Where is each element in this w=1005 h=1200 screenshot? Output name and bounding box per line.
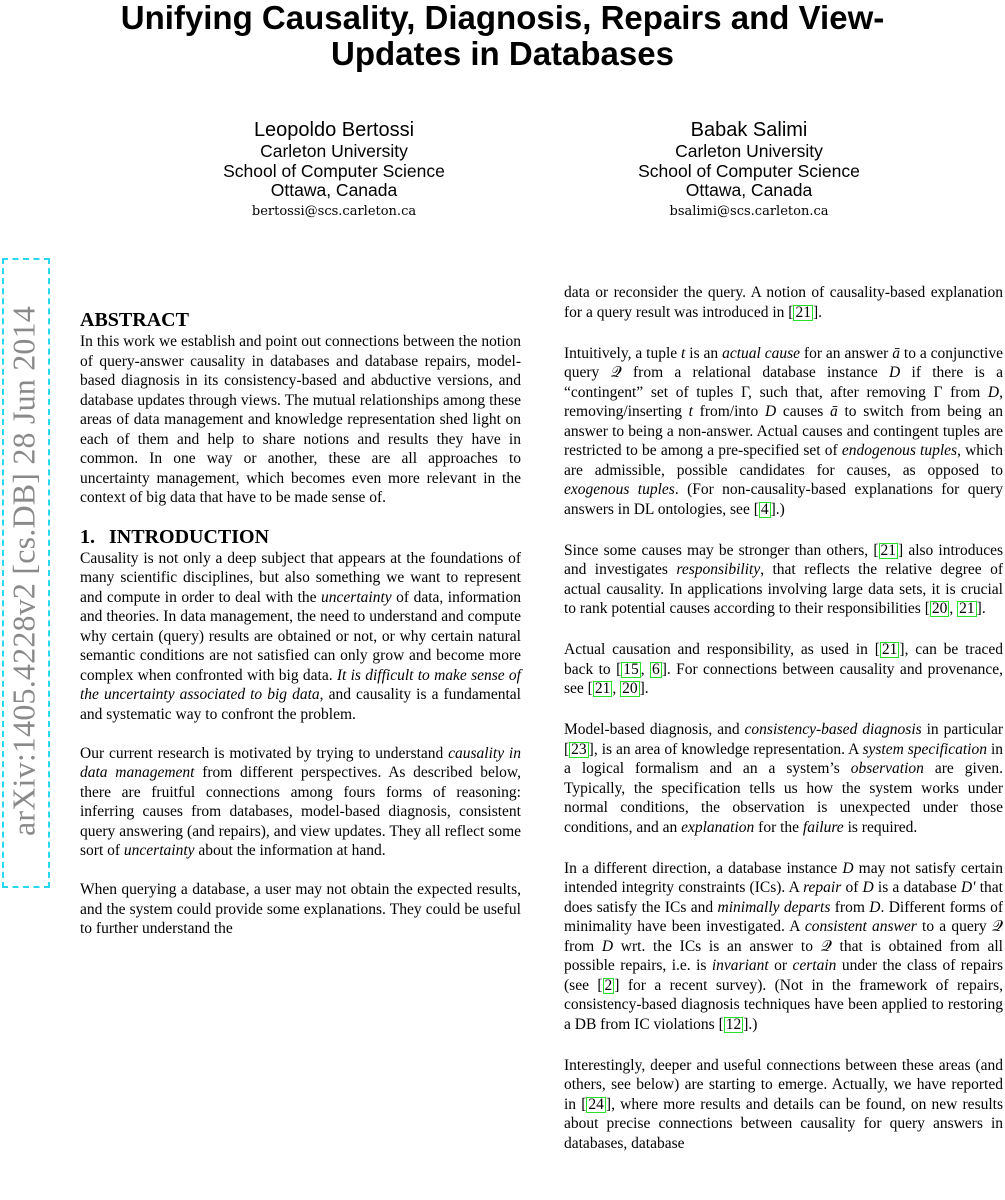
text-run: Our current research is motivated by trying to understand bbox=[80, 744, 449, 762]
text-run: causes bbox=[776, 403, 830, 420]
text-run: for a recent survey). (Not in the framework of repairs, consistency-based diagnosis techniques have been applied to restoring a DB from IC violations bbox=[564, 976, 1003, 1033]
intro-paragraph-1 bbox=[80, 549, 521, 725]
citation-link[interactable]: 21 bbox=[881, 641, 898, 658]
text-run: also introduces and investigates bbox=[564, 541, 1003, 578]
text-run: . bbox=[981, 600, 986, 617]
emphasis: causality in data management bbox=[80, 744, 521, 781]
paragraph: Actual causation and responsibility, as used in [ 21 ], can be traced back to [ 15 , 6 ]. For connections between causality and provenance, see [ 21 , 20 ]. bbox=[564, 641, 1003, 697]
text-run: Model-based diagnosis, and bbox=[564, 721, 745, 738]
emphasis: failure bbox=[802, 818, 844, 836]
text-run: or bbox=[768, 957, 793, 974]
abstract-heading: ABSTRACT bbox=[80, 309, 189, 331]
text-run: that is obtained from all possible repairs, i.e. is bbox=[564, 937, 1003, 974]
author-block-2 bbox=[584, 118, 914, 223]
citation-link[interactable]: 6 bbox=[651, 660, 660, 678]
citation-link[interactable]: 20 bbox=[931, 600, 948, 617]
author-location: Ottawa, Canada bbox=[270, 180, 398, 200]
text-run: from/into bbox=[692, 403, 765, 420]
paragraph: Interestingly, deeper and useful connections between these areas (and others, see below) are starting to emerge. Actually, we have reported in [ 24 ], where more results and details can be found, on new results about precise connections between causality for query answers in databases, database bbox=[564, 1056, 1003, 1152]
text-run: . (For non-causality-based explanations for query answers in DL ontologies, see bbox=[564, 481, 1003, 518]
author-school: School of Computer Science bbox=[223, 160, 445, 181]
math-symbol: D bbox=[987, 383, 1000, 401]
math-symbol: D bbox=[869, 898, 881, 916]
math-symbol: 𝒬 bbox=[610, 364, 622, 381]
section-title: INTRODUCTION bbox=[109, 525, 270, 548]
text-run: is required. bbox=[843, 818, 918, 836]
emphasis: consistent answer bbox=[804, 918, 917, 935]
text-run: to a query bbox=[916, 918, 992, 935]
text-run: may not satisfy certain intended integrity constraints (ICs). A bbox=[564, 859, 1003, 896]
right-column bbox=[564, 283, 1003, 1153]
citation-link[interactable]: 2 bbox=[604, 976, 613, 994]
text-run: In a different direction, a database instance bbox=[564, 859, 843, 877]
text-run: , where more results and details can be found, on new results about precise connections between causality for query answers in databases, database bbox=[564, 1095, 1003, 1152]
text-run: from different perspectives. As described below, there are fruitful connections among fours forms of reasoning: inferring causes from databases, model-based diagnosis, consistent query answering (and repairs), and view updates. They all reflect some sort of bbox=[80, 764, 521, 859]
math-symbol: D bbox=[889, 364, 901, 381]
paragraph: Model-based diagnosis, and consistency-based diagnosis in particular [ 23 ], is an area of knowledge representation. A system specification in a logical formalism and an a system’s observation are given. Typically, the specification tells us how the system works under normal conditions, the observation is unexpected under those conditions, and an explanation for the failure is required. bbox=[564, 721, 1003, 836]
text-run: , bbox=[949, 600, 958, 617]
math-symbol: D bbox=[842, 859, 854, 877]
text-run: , can be traced back to bbox=[564, 641, 1003, 678]
emphasis: repair bbox=[803, 879, 842, 896]
emphasis: responsibility bbox=[676, 561, 761, 578]
emphasis: actual cause bbox=[722, 344, 801, 362]
math-symbol: 𝒬 bbox=[991, 918, 1003, 935]
text-run: , removing/inserting bbox=[564, 383, 1003, 420]
paragraph: In a different direction, a database instance D may not satisfy certain intended integrity constraints (ICs). A repair of D is a database D′ that does satisfy the ICs and minimally departs from D. Different forms of minimality have been investigated. A consistent answer to a query 𝒬 from D wrt. the ICs is an answer to 𝒬 that is obtained from all possible repairs, i.e. is invariant or certain under the class of repairs (see [ 2 ] for a recent survey). (Not in the framework of repairs, consistency-based diagnosis techniques have been applied to restoring a DB from IC violations [ 12 ].) bbox=[564, 859, 1003, 1033]
intro-paragraph-3: When querying a database, a user may not obtain the expected results, and the system could provide some explanations. They could be useful to further understand the bbox=[80, 881, 521, 937]
text-run: from a relational database instance bbox=[621, 364, 890, 381]
emphasis: uncertainty bbox=[321, 588, 392, 606]
author-affiliation: Carleton University bbox=[260, 141, 408, 161]
math-symbol: D bbox=[764, 403, 777, 420]
text-run: data or reconsider the query. A notion of causality-based explanation for a query result was introduced in bbox=[564, 284, 1003, 321]
text-run: , bbox=[640, 660, 650, 678]
author-affiliation: Carleton University bbox=[675, 141, 823, 161]
text-run: Interestingly, deeper and useful connections between these areas (and others, see below) are starting to emerge. Actually, we have reported in bbox=[564, 1056, 1003, 1113]
abstract-text: In this work we establish and point out connections between the notion of query-answer causality in databases and database repairs, model-based diagnosis in its consistency-based and abductive versions, and database updates through views. The mutual relationships among these areas of data management and knowledge representation shed light on each of them and help to share notions and results they have in common. In one way or another, these are all approaches to uncertainty management, which becomes even more relevant in the context of big data that have to be made sense of. bbox=[80, 333, 521, 506]
author-location: Ottawa, Canada bbox=[685, 180, 813, 200]
text-run: . Different forms of minimality have been investigated. A bbox=[564, 898, 1003, 935]
citation-link[interactable]: 23 bbox=[571, 740, 587, 758]
citation-link[interactable]: 4 bbox=[760, 500, 769, 518]
emphasis: invariant bbox=[711, 957, 769, 974]
text-run: to switch from being an answer to being a non-answer. Actual causes and contingent tuples are restricted to be among a pre-specified set of bbox=[564, 403, 1003, 459]
text-run: that does satisfy the ICs and bbox=[564, 879, 1003, 916]
text-run: are given. Typically, the specification tells us how the system works under normal conditions, the observation is unexpected under those conditions, and an bbox=[564, 760, 1003, 836]
text-run: . bbox=[818, 303, 822, 321]
math-symbol: 𝒬 bbox=[820, 937, 832, 955]
text-run: if there is a “contingent” set of tuples Γ, such that, after removing Γ from bbox=[564, 364, 1003, 401]
text-run: Actual causation and responsibility, as used in bbox=[564, 641, 875, 658]
emphasis: minimally departs bbox=[717, 898, 831, 916]
section-number: 1. bbox=[80, 525, 95, 548]
text-run: in a logical formalism and an a system’s bbox=[564, 740, 1003, 777]
text-run: in particular bbox=[921, 721, 1003, 738]
citation-link[interactable]: 20 bbox=[622, 680, 638, 697]
citation-link[interactable]: 21 bbox=[795, 303, 811, 321]
citation-link[interactable]: 15 bbox=[623, 660, 639, 678]
text-run: , which are admissible, possible candidates for causes, as opposed to bbox=[564, 442, 1003, 479]
section-heading bbox=[80, 525, 521, 549]
emphasis: endogenous tuples bbox=[841, 442, 958, 459]
left-column bbox=[80, 307, 521, 939]
arxiv-stamp: arXiv:1405.4228v2 [cs.DB] 28 Jun 2014 bbox=[5, 305, 42, 837]
text-run: for an answer bbox=[800, 344, 893, 362]
text-run: .) bbox=[775, 500, 785, 518]
text-run: under the class of repairs (see bbox=[564, 957, 1003, 994]
paragraph: data or reconsider the query. A notion of causality-based explanation for a query result was introduced in [ 21 ]. bbox=[564, 284, 1003, 321]
paragraph: Since some causes may be stronger than others, [ 21 ] also introduces and investigates responsibility, that reflects the relative degree of actual causality. In applications involving large data sets, it is crucial to rank potential causes according to their responsibilities [ 20 , 21 ]. bbox=[564, 541, 1004, 617]
text-run: wrt. the ICs is an answer to bbox=[613, 937, 821, 955]
text-run: is a database bbox=[873, 879, 961, 896]
emphasis: certain bbox=[792, 957, 837, 974]
author-school: School of Computer Science bbox=[638, 160, 860, 181]
author-name: Leopoldo Bertossi bbox=[253, 119, 415, 141]
math-symbol: D bbox=[862, 879, 874, 896]
text-run: Intuitively, a tuple bbox=[564, 344, 682, 362]
text-run: . For connections between causality and provenance, see bbox=[564, 660, 1003, 697]
text-run: , bbox=[612, 680, 621, 697]
text-run: Since some causes may be stronger than others, bbox=[564, 541, 874, 559]
paper-title: Unifying Causality, Diagnosis, Repairs and View-Updates in Databases bbox=[120, 0, 885, 72]
math-symbol: ā bbox=[892, 344, 901, 362]
author-email: bertossi@scs.carleton.ca bbox=[251, 203, 417, 219]
emphasis: It is difficult to make sense of the uncertainty associated to big data bbox=[80, 666, 521, 703]
citation-link[interactable]: 21 bbox=[959, 600, 975, 617]
text-run: is an bbox=[685, 344, 723, 362]
math-symbol: t bbox=[681, 344, 686, 362]
text-run: of data, information and theories. In data management, the need to understand and compute why certain (query) results are obtained or not, or why certain natural semantic conditions are not satisfied can only grow and become more complex when confronted with big data. bbox=[80, 588, 521, 684]
citation-link[interactable]: 21 bbox=[880, 541, 896, 559]
author-email: bsalimi@scs.carleton.ca bbox=[669, 203, 829, 219]
math-symbol: D′ bbox=[960, 879, 976, 896]
text-run: Causality is not only a deep subject that appears at the foundations of many scientific disciplines, but also something we want to represent and compute in order to deal with the bbox=[80, 549, 521, 606]
text-run: from bbox=[830, 898, 870, 916]
math-symbol: D bbox=[601, 937, 614, 955]
intro-paragraph-2 bbox=[80, 744, 521, 861]
text-run: , is an area of knowledge representation. A bbox=[593, 740, 863, 758]
author-block-1 bbox=[169, 118, 499, 223]
emphasis: consistency-based diagnosis bbox=[744, 721, 922, 738]
text-run: . bbox=[644, 680, 649, 697]
author-name: Babak Salimi bbox=[690, 119, 808, 141]
text-run: .) bbox=[748, 1015, 758, 1033]
citation-link[interactable]: 12 bbox=[725, 1015, 742, 1033]
text-run: , that reflects the relative degree of actual causality. In applications involving large data sets, it is crucial to rank potential causes according to their responsibilities bbox=[564, 561, 1004, 617]
text-run: to a conjunctive query bbox=[564, 344, 1003, 381]
citation-link[interactable]: 21 bbox=[594, 680, 611, 697]
text-run: for the bbox=[754, 818, 803, 836]
math-symbol: t bbox=[688, 403, 693, 420]
text-run: of bbox=[841, 879, 863, 896]
emphasis: uncertainty bbox=[123, 842, 195, 859]
text-run: from bbox=[564, 937, 602, 955]
emphasis: observation bbox=[850, 760, 924, 777]
math-symbol: ā bbox=[830, 403, 838, 420]
paragraph: Intuitively, a tuple t is an actual cause for an answer ā to a conjunctive query 𝒬 from a relational database instance D if there is a “contingent” set of tuples Γ, such that, after removing Γ from D, removing/inserting t from/into D causes ā to switch from being an answer to being a non-answer. Actual causes and contingent tuples are restricted to be among a pre-specified set of endogenous tuples, which are admissible, possible candidates for causes, as opposed to exogenous tuples. (For non-causality-based explanations for query answers in DL ontologies, see [ 4 ].) bbox=[564, 344, 1003, 518]
emphasis: exogenous tuples bbox=[564, 481, 675, 498]
emphasis: explanation bbox=[681, 818, 755, 836]
emphasis: system specification bbox=[862, 740, 987, 758]
citation-link[interactable]: 24 bbox=[588, 1095, 604, 1113]
text-run: about the information at hand. bbox=[194, 842, 386, 859]
text-run: , and causality is a fundamental and systematic way to confront the problem. bbox=[80, 686, 521, 723]
